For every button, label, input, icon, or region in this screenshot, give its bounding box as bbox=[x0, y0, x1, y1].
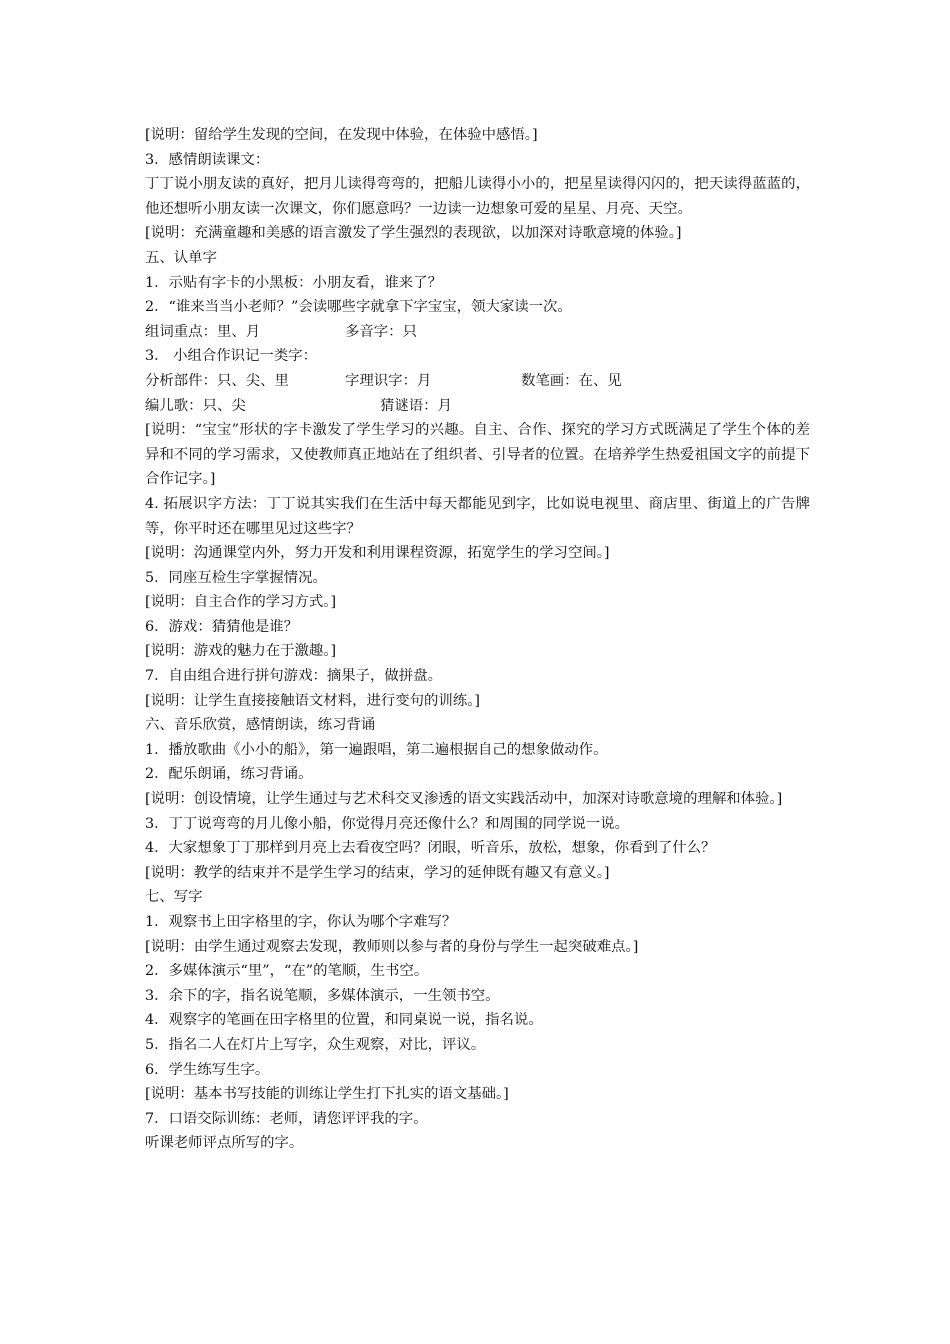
paragraph-dingding-reading: 丁丁说小朋友读的真好，把月儿读得弯弯的，把船儿读得小小的，把星星读得闪闪的，把天读得蓝蓝的，他还想听小朋友读一次课文，你们愿意吗？一边读一边想象可爱的星星、月亮、天空。 bbox=[145, 176, 810, 217]
section-heading-6: 六、音乐欣赏，感情朗读，练习背诵 bbox=[145, 717, 376, 734]
polyphonic-char: 多音字：只 bbox=[345, 323, 417, 340]
method-stroke-count: 数笔画：在、见 bbox=[521, 372, 622, 389]
step-7-6: 6．学生练写生字。 bbox=[145, 1061, 270, 1078]
note-art-integration: [说明：创设情境，让学生通过与艺术科交叉渗透的语文实践活动中，加深对诗歌意境的理解和体验。] bbox=[145, 791, 783, 808]
document-body bbox=[145, 123, 810, 1156]
note-classroom-resources: [说明：沟通课堂内外，努力开发和利用课程资源，拓宽学生的学习空间。] bbox=[145, 545, 610, 562]
note-sentence-training: [说明：让学生直接接触语文材料，进行变句的训练。] bbox=[145, 692, 481, 709]
method-components: 分析部件：只、尖、里 bbox=[145, 372, 289, 389]
note-character-cards: [说明：“宝宝”形状的字卡激发了学生学习的兴趣。自主、合作、探究的学习方式既满足了学生个体的差异和不同的学习需求，又使教师真正地站在了组织者、引导者的位置。在培养学生热爱祖国文字的前提下合作记字。] bbox=[145, 422, 810, 488]
note-extension: [说明：教学的结束并不是学生学习的结束，学习的延伸既有趣又有意义。] bbox=[145, 864, 610, 881]
step-5-6: 6．游戏：猜猜他是谁？ bbox=[145, 618, 299, 635]
note-game: [说明：游戏的魅力在于激趣。] bbox=[145, 643, 337, 660]
section-heading-7: 七、写字 bbox=[145, 889, 203, 906]
word-focus: 组词重点：里、月 bbox=[145, 323, 261, 340]
step-5-7: 7．自由组合进行拼句游戏：摘果子，做拼盘。 bbox=[145, 668, 442, 685]
step-5-2: 2．“谁来当当小老师？”会读哪些字就拿下字宝宝，领大家读一次。 bbox=[145, 299, 572, 316]
row-methods-2 bbox=[145, 394, 810, 419]
row-word-focus bbox=[145, 320, 810, 345]
step-7-3: 3．余下的字，指名说笔顺，多媒体演示，一生领书空。 bbox=[145, 987, 500, 1004]
step-7-7: 7．口语交际训练：老师，请您评评我的字。 bbox=[145, 1110, 428, 1127]
step-6-2: 2．配乐朗诵，练习背诵。 bbox=[145, 766, 313, 783]
step-5-5: 5．同座互检生字掌握情况。 bbox=[145, 569, 327, 586]
row-methods bbox=[145, 369, 810, 394]
method-rhyme: 编儿歌：只、尖 bbox=[145, 397, 246, 414]
step-5-4: 4. 拓展识字方法：丁丁说其实我们在生活中每天都能见到字，比如说电视里、商店里、街道上的广告牌等，你平时还在哪里见过这些字？ bbox=[145, 495, 810, 537]
note-childlike-language: [说明：充满童趣和美感的语言激发了学生强烈的表现欲，以加深对诗歌意境的体验。] bbox=[145, 225, 682, 242]
note-observation: [说明：由学生通过观察去发现，教师则以参与者的身份与学生一起突破难点。] bbox=[145, 938, 639, 955]
step-7-2: 2．多媒体演示“里”，“在”的笔顺，生书空。 bbox=[145, 963, 429, 980]
step-7-1: 1．观察书上田字格里的字，你认为哪个字难写？ bbox=[145, 914, 457, 930]
step-5-1: 1．示贴有字卡的小黑板：小朋友看，谁来了？ bbox=[145, 274, 442, 291]
note-discovery: [说明：留给学生发现的空间，在发现中体验，在体验中感悟。] bbox=[145, 127, 538, 143]
step-6-4: 4．大家想象丁丁那样到月亮上去看夜空吗？闭眼，听音乐，放松，想象，你看到了什么？ bbox=[145, 840, 716, 857]
step-7-5: 5．指名二人在灯片上写字，众生观察，对比，评议。 bbox=[145, 1036, 486, 1053]
closing-line: 听课老师评点所写的字。 bbox=[145, 1135, 304, 1152]
section-heading-5: 五、认单字 bbox=[145, 249, 217, 266]
step-7-4: 4．观察字的笔画在田字格里的位置，和同桌说一说，指名说。 bbox=[145, 1012, 543, 1029]
note-cooperative: [说明：自主合作的学习方式。] bbox=[145, 594, 337, 611]
note-writing-skills: [说明：基本书写技能的训练让学生打下扎实的语文基础。] bbox=[145, 1086, 509, 1103]
step-6-1: 1．播放歌曲《小小的船》，第一遍跟唱，第二遍根据自己的想象做动作。 bbox=[145, 741, 608, 758]
step-6-3: 3．丁丁说弯弯的月儿像小船，你觉得月亮还像什么？和周围的同学说一说。 bbox=[145, 815, 630, 832]
method-etymology: 字理识字：月 bbox=[345, 372, 432, 389]
method-riddle: 猜谜语：月 bbox=[380, 397, 452, 414]
step-emotional-reading: 3．感情朗读课文： bbox=[145, 151, 270, 168]
step-5-3: 3． 小组合作识记一类字： bbox=[145, 348, 318, 365]
